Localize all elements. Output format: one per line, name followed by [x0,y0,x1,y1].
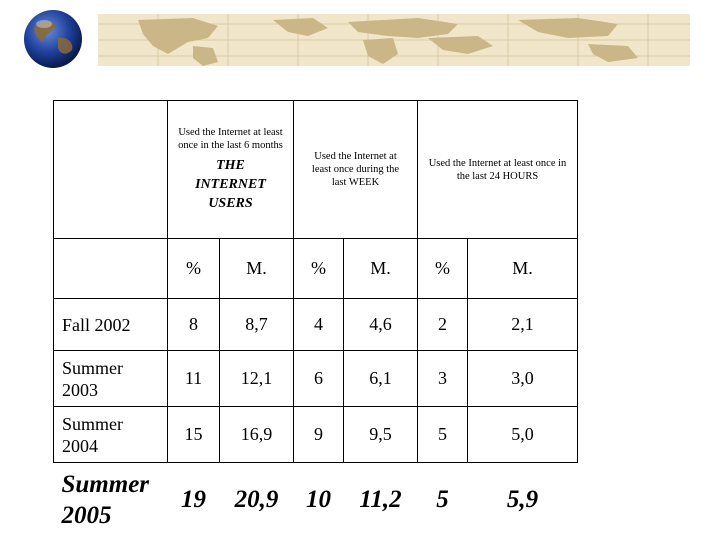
header-week-text: Used the Internet at least once during the last WEEK [311,151,400,188]
header-internet-users-title: THE INTERNET USERS [195,158,266,211]
table-row [54,407,578,463]
table-cell: 5,0 [468,407,578,463]
units-row-label [54,239,168,299]
table-cell: 3 [418,351,468,407]
row-label: Summer 2005 [61,470,150,529]
table-row [54,299,578,351]
table-cell: 8 [168,299,220,351]
table-cell: 10 [306,485,331,513]
unit-cell: M. [220,239,294,299]
row-label: Summer 2003 [54,351,168,407]
table-cell: 2,1 [468,299,578,351]
table-cell: 9,5 [344,407,418,463]
header-24-hours-text: Used the Internet at least once in the last 24 HOURS [428,157,567,182]
internet-users-table [53,100,578,537]
table-cell: 4 [294,299,344,351]
row-label: Fall 2002 [54,299,168,351]
table-cell: 8,7 [220,299,294,351]
table-header-row [54,101,578,239]
table-cell: 5 [418,407,468,463]
table-cell: 16,9 [220,407,294,463]
table-cell: 5 [436,485,449,513]
table-cell: 6,1 [344,351,418,407]
table-cell: 11,2 [359,485,402,513]
table-cell: 9 [294,407,344,463]
unit-cell: % [418,239,468,299]
world-map-banner [98,14,690,66]
table-cell: 11 [168,351,220,407]
units-row [54,239,578,299]
table-cell: 3,0 [468,351,578,407]
table-cell: 6 [294,351,344,407]
table-cell: 19 [181,485,206,513]
table-row [54,463,578,537]
table-row [54,351,578,407]
corner-cell [54,101,168,239]
table-cell: 2 [418,299,468,351]
header-24-hours [418,101,578,239]
table-cell: 4,6 [344,299,418,351]
unit-cell: % [168,239,220,299]
unit-cell: % [294,239,344,299]
globe-icon [22,8,84,70]
header-6-months [168,101,294,239]
table-cell: 5,9 [506,485,539,513]
row-label: Summer 2004 [54,407,168,463]
unit-cell: M. [468,239,578,299]
table-cell: 15 [168,407,220,463]
table-cell: 20,9 [234,485,279,513]
unit-cell: M. [344,239,418,299]
header-6-months-text: Used the Internet at least once in the last 6 months [178,127,283,151]
table-cell: 12,1 [220,351,294,407]
header-week [294,101,418,239]
